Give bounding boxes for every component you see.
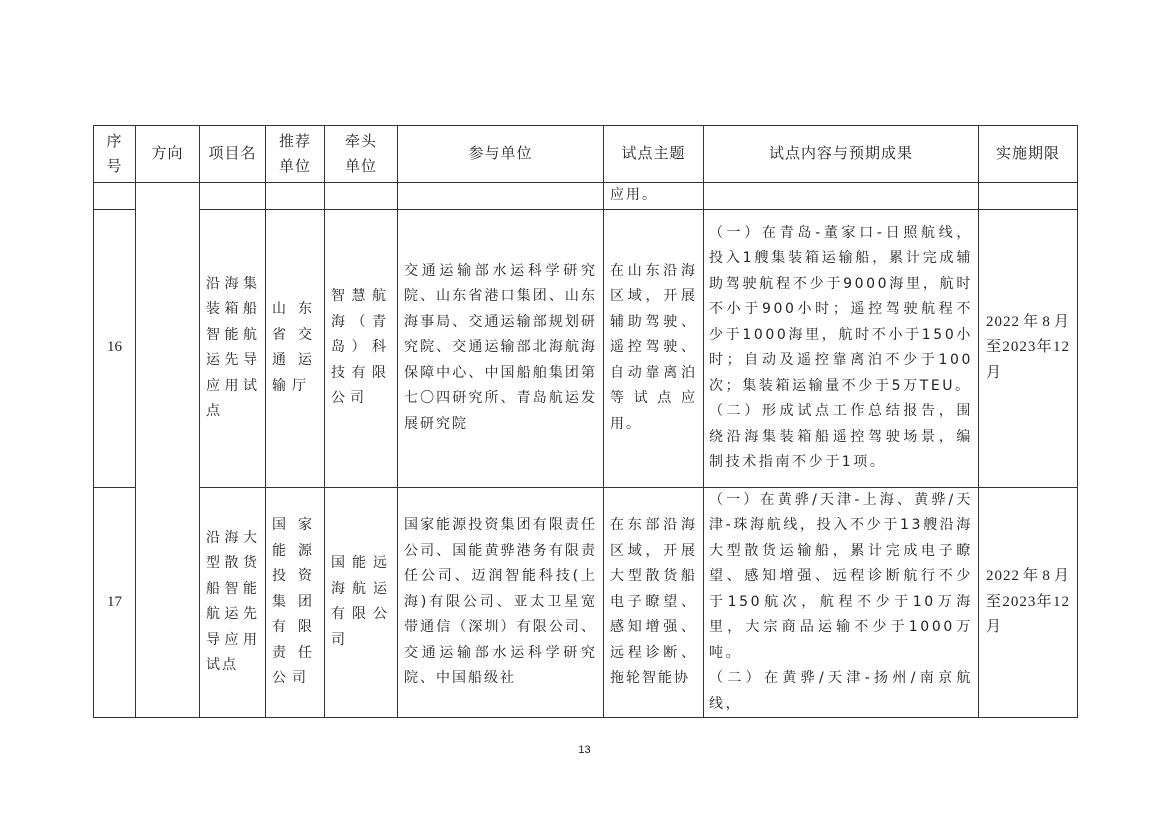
header-period: 实施期限 bbox=[979, 126, 1078, 183]
cell-no: 16 bbox=[94, 209, 136, 487]
page-number: 13 bbox=[578, 744, 591, 756]
cell-empty bbox=[979, 183, 1078, 210]
content-item-1: （一）在黄骅/天津-上海、黄骅/天津-珠海航线，投入不少于13艘沿海大型散货运输船，累计完成电子瞭望、感知增强、远程诊断航行不少于150航次，航程不少于10万海里，大宗商品运输不少于1000万吨。 bbox=[709, 491, 973, 661]
table-row bbox=[94, 487, 1078, 718]
cell-content bbox=[704, 487, 979, 718]
cell-theme: 在山东沿海区域，开展辅助驾驶、遥控驾驶、自动靠离泊等试点应用。 bbox=[604, 209, 704, 487]
cell-participants: 交通运输部水运科学研究院、山东省港口集团、山东海事局、交通运输部规划研究院、交通运输部北海航海保障中心、中国船舶集团第七〇四研究所、青岛航运发展研究院 bbox=[398, 209, 604, 487]
cell-participants: 国家能源投资集团有限责任公司、国能黄骅港务有限责任公司、迈润智能科技(上海)有限公司、亚太卫星宽带通信（深圳）有限公司、交通运输部水运科学研究院、中国船级社 bbox=[398, 487, 604, 718]
table-row-continuation bbox=[94, 183, 1078, 210]
cell-project: 沿海大型散货船智能航运先导应用试点 bbox=[200, 487, 266, 718]
cell-lead: 国能远海航运有限公司 bbox=[325, 487, 398, 718]
cell-recommender: 山东省交通运输厅 bbox=[266, 209, 325, 487]
content-item-2: （二）在黄骅/天津-扬州/南京航线， bbox=[709, 670, 973, 712]
cell-empty bbox=[266, 183, 325, 210]
cell-empty bbox=[398, 183, 604, 210]
content-item-2: （二）形成试点工作总结报告，围绕沿海集装箱船遥控驾驶场景，编制技术指南不少于1项。 bbox=[709, 403, 973, 470]
pilot-projects-table bbox=[93, 125, 1078, 718]
cell-no: 17 bbox=[94, 487, 136, 718]
cell-period: 2022年8月至2023年12月 bbox=[979, 487, 1078, 718]
cell-empty bbox=[704, 183, 979, 210]
content-item-1: （一）在青岛-董家口-日照航线，投入1艘集装箱运输船，累计完成辅助驾驶航程不少于9000海里，航时不小于900小时；遥控驾驶航程不少于1000海里，航时不小于150小时；自动及遥控靠离泊不少于100次；集装箱运输量不少于5万TEU。 bbox=[709, 224, 973, 394]
cell-theme: 在东部沿海区域，开展大型散货船电子瞭望、感知增强、远程诊断、拖轮智能协 bbox=[604, 487, 704, 718]
cell-period: 2022年8月至2023年12月 bbox=[979, 209, 1078, 487]
header-no: 序号 bbox=[94, 126, 136, 183]
cell-content bbox=[704, 209, 979, 487]
header-recommender: 推荐单位 bbox=[266, 126, 325, 183]
cell-recommender: 国家能源投资集团有限责任公司 bbox=[266, 487, 325, 718]
header-content: 试点内容与预期成果 bbox=[704, 126, 979, 183]
cell-empty bbox=[94, 183, 136, 210]
header-participants: 参与单位 bbox=[398, 126, 604, 183]
header-direction: 方向 bbox=[136, 126, 200, 183]
cell-theme-continuation: 应用。 bbox=[604, 183, 704, 210]
header-project: 项目名 bbox=[200, 126, 266, 183]
cell-empty bbox=[325, 183, 398, 210]
cell-empty bbox=[200, 183, 266, 210]
header-theme: 试点主题 bbox=[604, 126, 704, 183]
cell-lead: 智慧航海（青岛）科技有限公司 bbox=[325, 209, 398, 487]
header-lead: 牵头单位 bbox=[325, 126, 398, 183]
table-header-row bbox=[94, 126, 1078, 183]
table-row bbox=[94, 209, 1078, 487]
cell-direction bbox=[136, 183, 200, 718]
cell-project: 沿海集装箱船智能航运先导应用试点 bbox=[200, 209, 266, 487]
